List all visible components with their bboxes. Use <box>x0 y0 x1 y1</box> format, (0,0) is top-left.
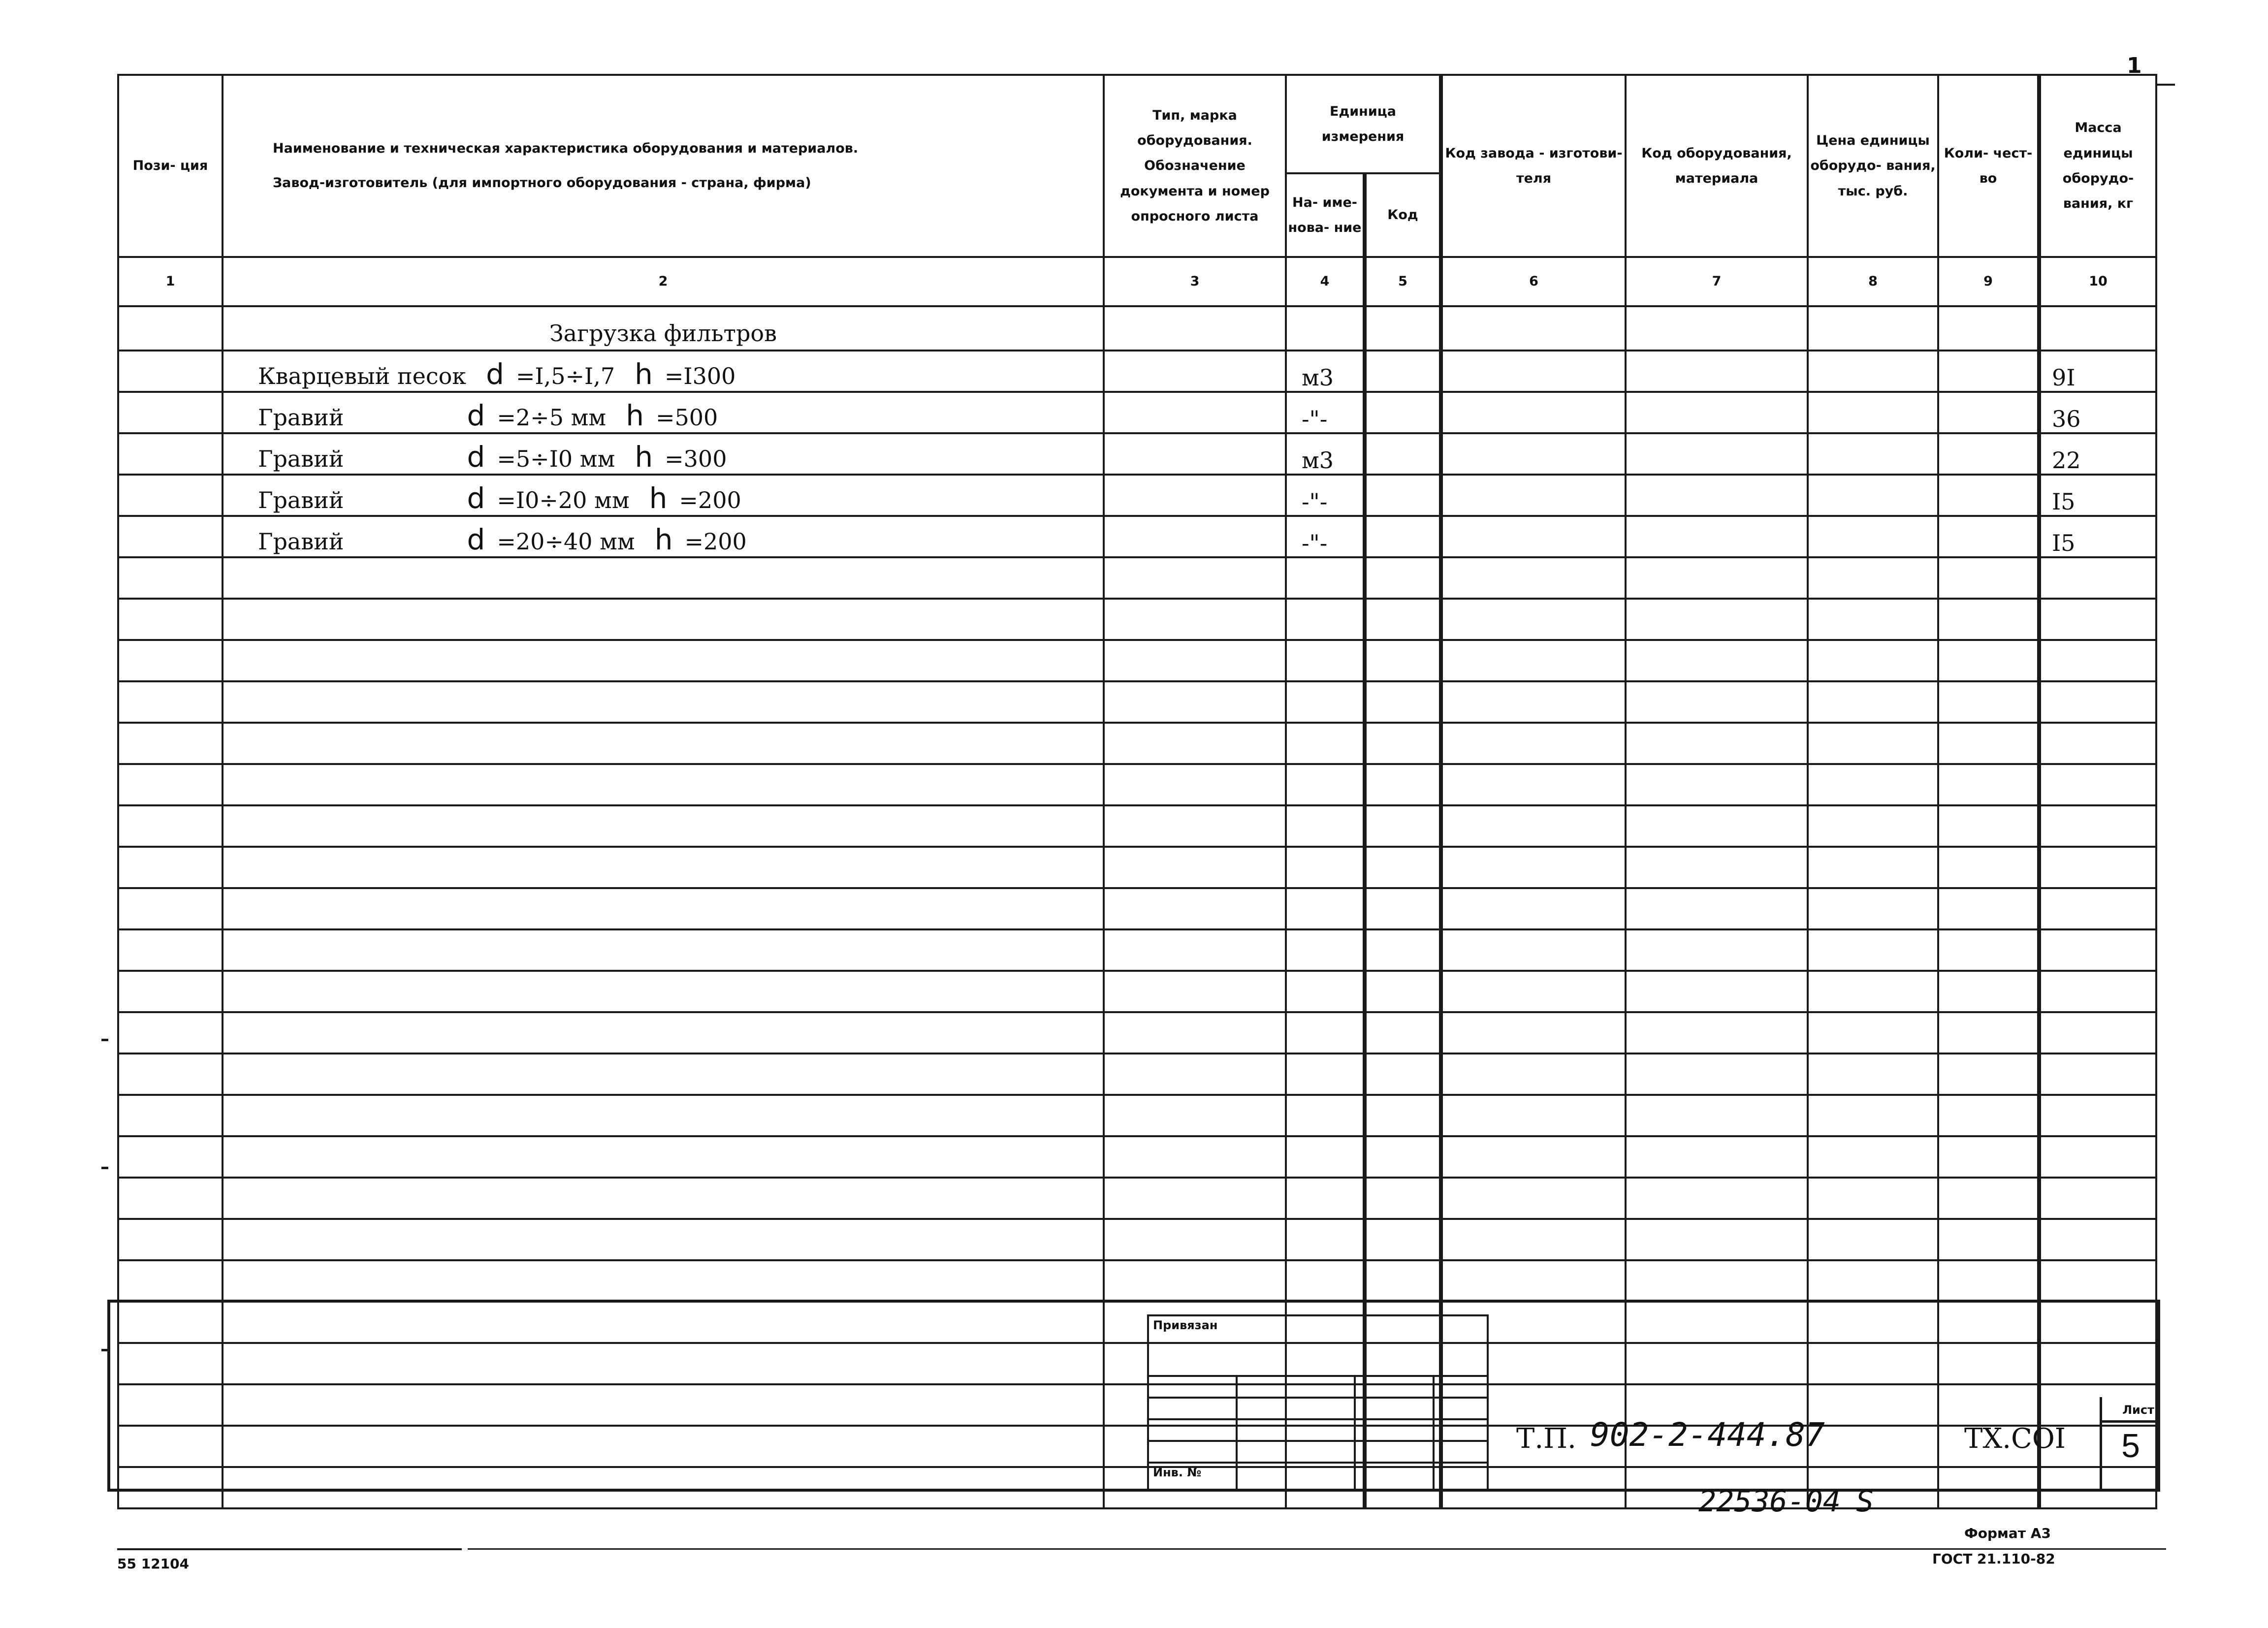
table-row-section <box>118 306 2156 351</box>
height-value: =I300 <box>664 363 736 389</box>
tp-label: Т.П. <box>1516 1423 1576 1455</box>
sheet-number-box <box>2100 1397 2159 1489</box>
table-row-empty <box>118 1260 2156 1302</box>
col-number: 1 <box>118 257 223 306</box>
item-name: Гравий <box>258 446 344 472</box>
col-header-price: Цена единицы оборудо- вания, тыс. руб. <box>1808 75 1938 257</box>
table-row-empty <box>118 1053 2156 1095</box>
table-row-empty <box>118 599 2156 640</box>
col-header-name-line1: Наименование и техническая характеристика оборудования и материалов. <box>273 140 859 156</box>
inventory-label: Инв. № <box>1148 1463 1237 1491</box>
col-number: 5 <box>1365 257 1441 306</box>
diameter-symbol: d <box>467 481 485 515</box>
col-header-position: Пози- ция <box>118 75 223 257</box>
diameter-symbol: d <box>467 523 485 556</box>
height-symbol: h <box>635 440 653 474</box>
unit-cell: -"- <box>1286 392 1365 433</box>
height-symbol: h <box>626 399 644 432</box>
sheet-label: Лист <box>2102 1397 2159 1423</box>
gost-label: ГОСТ 21.110-82 <box>1932 1551 2055 1567</box>
table-row <box>118 351 2156 392</box>
col-header-equipment-code: Код оборудования, материала <box>1626 75 1808 257</box>
bottom-left-code: 55 12104 <box>117 1556 190 1572</box>
diameter-value: =I,5÷I,7 <box>515 363 615 389</box>
tp-number: 902-2-444.87 <box>1590 1416 1825 1454</box>
table-row <box>118 475 2156 516</box>
col-header-factory-code: Код завода - изготови- теля <box>1441 75 1626 257</box>
binding-mark <box>101 1167 108 1169</box>
bound-label: Привязан <box>1148 1315 1488 1376</box>
height-symbol: h <box>635 357 653 391</box>
col-header-type: Тип, марка оборудования. Обозначение документа и номер опросного листа <box>1104 75 1286 257</box>
diameter-symbol: d <box>467 440 485 474</box>
col-number: 6 <box>1441 257 1626 306</box>
sheet-number: 5 <box>2121 1427 2140 1465</box>
table-row <box>118 433 2156 475</box>
table-row-empty <box>118 1012 2156 1053</box>
table-row-empty <box>118 805 2156 847</box>
table-row-empty <box>118 1136 2156 1178</box>
table-row-empty <box>118 1178 2156 1219</box>
height-symbol: h <box>654 523 673 556</box>
item-name: Гравий <box>258 487 344 513</box>
col-header-unit-group: Единица измерения <box>1286 75 1441 173</box>
height-value: =300 <box>665 446 727 472</box>
item-name-cell <box>223 351 1104 392</box>
col-number: 9 <box>1938 257 2039 306</box>
item-name: Кварцевый песок <box>258 363 467 389</box>
archive-letter: S <box>1856 1484 1874 1519</box>
height-value: =200 <box>684 528 747 555</box>
table-row-empty <box>118 557 2156 599</box>
section-title: Загрузка фильтров <box>223 306 1104 351</box>
table-row-empty <box>118 681 2156 723</box>
mass-cell: 9I <box>2039 351 2156 392</box>
unit-cell: м3 <box>1286 351 1365 392</box>
table-row-empty <box>118 847 2156 888</box>
diameter-value: =20÷40 мм <box>497 528 635 555</box>
diameter-value: =2÷5 мм <box>497 404 607 431</box>
binding-mark <box>101 1349 108 1351</box>
mass-cell: I5 <box>2039 516 2156 557</box>
height-symbol: h <box>649 481 668 515</box>
col-header-name-line2: Завод-изготовитель (для импортного оборудования - страна, фирма) <box>273 175 811 191</box>
column-number-row <box>118 257 2156 306</box>
table-row <box>118 516 2156 557</box>
height-value: =200 <box>679 487 741 513</box>
col-number: 7 <box>1626 257 1808 306</box>
item-name: Гравий <box>258 528 344 555</box>
binding-stamp <box>1147 1314 1489 1492</box>
table-row-empty <box>118 1095 2156 1136</box>
col-header-quantity: Коли- чест- во <box>1938 75 2039 257</box>
item-name: Гравий <box>258 404 344 431</box>
table-row-empty <box>118 723 2156 764</box>
archive-number: 22536-04 <box>1698 1484 1841 1519</box>
table-row <box>118 392 2156 433</box>
col-header-unit-name: На- име- нова- ние <box>1286 173 1365 257</box>
header-row <box>118 75 2156 173</box>
footer-line-right <box>468 1548 2166 1550</box>
doc-code: ТХ.СОI <box>1964 1423 2066 1455</box>
item-name-cell <box>223 475 1104 516</box>
diameter-value: =I0÷20 мм <box>497 487 630 513</box>
item-name-cell <box>223 392 1104 433</box>
diameter-value: =5÷I0 мм <box>497 446 615 472</box>
table-row-empty <box>118 1219 2156 1260</box>
col-number: 2 <box>223 257 1104 306</box>
col-number: 4 <box>1286 257 1365 306</box>
unit-cell: -"- <box>1286 475 1365 516</box>
height-value: =500 <box>655 404 718 431</box>
table-row-empty <box>118 764 2156 805</box>
col-number: 3 <box>1104 257 1286 306</box>
footer-line-left <box>117 1548 462 1550</box>
col-header-mass: Масса единицы оборудо- вания, кг <box>2039 75 2156 257</box>
col-header-name <box>223 75 1104 257</box>
table-row-empty <box>118 640 2156 681</box>
mass-cell: 36 <box>2039 392 2156 433</box>
format-label: Формат А3 <box>1964 1525 2051 1541</box>
table-row-empty <box>118 929 2156 971</box>
diameter-symbol: d <box>486 357 504 391</box>
title-block <box>107 1300 2160 1492</box>
top-page-number: 1 <box>2127 53 2142 78</box>
unit-cell: м3 <box>1286 433 1365 475</box>
diameter-symbol: d <box>467 399 485 432</box>
unit-cell: -"- <box>1286 516 1365 557</box>
mass-cell: I5 <box>2039 475 2156 516</box>
specification-table <box>117 74 2157 1509</box>
binding-mark <box>101 1039 108 1041</box>
corner-mark <box>2155 84 2175 86</box>
col-number: 8 <box>1808 257 1938 306</box>
item-name-cell <box>223 433 1104 475</box>
col-header-unit-code: Код <box>1365 173 1441 257</box>
mass-cell: 22 <box>2039 433 2156 475</box>
item-name-cell <box>223 516 1104 557</box>
table-row-empty <box>118 888 2156 929</box>
table-row-empty <box>118 971 2156 1012</box>
col-number: 10 <box>2039 257 2156 306</box>
